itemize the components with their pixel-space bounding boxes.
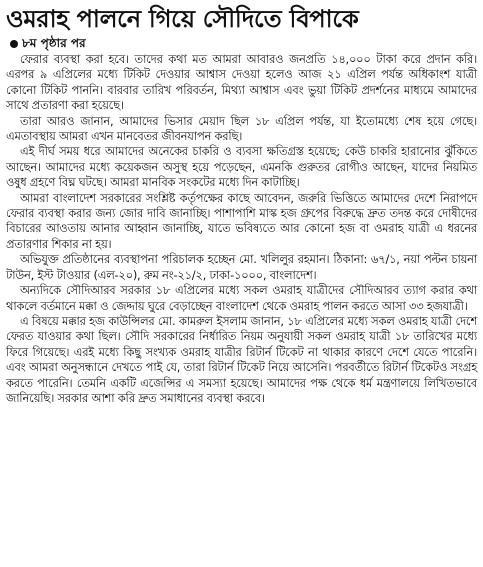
headline: ওমরাহ পালনে গিয়ে সৌদিতে বিপাকে — [6, 5, 359, 33]
paragraph-6: অন্যদিকে সৌদিআরব সরকার ১৮ এপ্রিলের মধ্যে সকল ওমরাহ যাত্রীদের সৌদিআরব ত্যাগ করার কথা থাকলে বর্তমানে মক্কা ও জেদ্দায় ঘুরে বেড়াচ্ছেন বাংলাদেশ থেকে ওমরাহ পালন করতে আসা ৩৩ হজযাত্রী। — [6, 283, 477, 313]
paragraph-5: অভিযুক্ত প্রতিষ্ঠানের ব্যবস্থাপনা পরিচালক হচ্ছেন মো. খলিলুর রহমান। ঠিকানা: ৬৭/১, নয়া পল্টন চায়না টাউন, ইস্ট টাওয়ার (এল-২০), রুম নং-২১/২, ঢাকা-১০০০, বাংলাদেশ। — [6, 252, 477, 282]
continuation-note — [10, 36, 477, 51]
paragraph-1: ফেরার ব্যবস্থা করা হবে। তাদের কথা মত আমরা আবারও জনপ্রতি ১৪,০০০ টাকা করে প্রদান করি। এরপর ৯ এপ্রিলের মধ্যে টিকিট দেওয়ার আশ্বাস দেওয়া হলেও আজ ২১ এপ্রিল পর্যন্ত অধিকাংশ যাত্রী কোনো টিকিট পাননি। বারবার তারিখ পরিবর্তন, মিথ্যা আশ্বাস এবং ভুয়া টিকিট প্রদর্শনের মাধ্যমে আমাদের সাথে প্রতারণা করা হয়েছে। — [6, 52, 477, 113]
article-body — [6, 52, 477, 406]
continuation-text: ৮ম পৃষ্ঠার পর — [22, 36, 86, 50]
paragraph-2: তারা আরও জানান, আমাদের ভিসার মেয়াদ ছিল ১৮ এপ্রিল পর্যন্ত, যা ইতোমধ্যে শেষ হয়ে গেছে। এমতাবস্থায় আমরা এখন মানবেতর জীবনযাপন করছি। — [6, 113, 477, 144]
paragraph-7: এ বিষয়ে মক্কার হজ কাউন্সিলর মো. কামরুল ইসলাম জানান, ১৮ এপ্রিলের মধ্যে সকল ওমরাহ যাত্রী দেশে ফেরত যাওয়ার কথা ছিল। সৌদি সরকারের নির্ধারিত নিয়ম অনুযায়ী সকল ওমরাহ যাত্রী ১৮ তারিখের মধ্যে ফিরে গিয়েছে। এরই মধ্যে কিছু সংখ্যক ওমরাহ যাত্রীর রিটার্ন টিকেট না থাকার কারণে দেশে যেতে পারেনি। এবং আমরা অনুসন্ধানে দেখতে পাই যে, তারা রিটার্ন টিকেট নিয়ে আসেনি। পরবর্তীতে রিটার্ন টিকেটও সংগ্রহ করতে পারেনি। তেমনি একটি এজেন্সির এ সমস্যা হয়েছে। আমাদের পক্ষ থেকে ধর্ম মন্ত্রণালয়ে লিখিতভাবে জানিয়েছি। সরকার আশা করি দ্রুত সমাধানের ব্যবস্থা করবে। — [6, 313, 477, 405]
paragraph-4: আমরা বাংলাদেশ সরকারের সংশ্লিষ্ট কর্তৃপক্ষের কাছে আবেদন, জরুরি ভিত্তিতে আমাদের দেশে নিরাপদে ফেরার ব্যবস্থা করার জন্য জোর দাবি জানাচ্ছি। পাশাপাশি মাস্ক হজ গ্রুপের বিরুদ্ধে দ্রুত তদন্ত করে দোষীদের বিচারের আওতায় আনার আহ্বান জানাচ্ছি, যাতে ভবিষ্যতে আর কোনো হজ বা ওমরাহ যাত্রী এ ধরনের প্রতারণার শিকার না হয়। — [6, 190, 477, 251]
paragraph-3: এই দীর্ঘ সময় ধরে আমাদের অনেকের চাকরি ও ব্যবসা ক্ষতিগ্রস্ত হয়েছে; কেউ চাকরি হারানোর ঝুঁকিতে আছেন। আমাদের মধ্যে কয়েকজন অসুস্থ হয়ে পড়েছেন, এমনকি গুরুতর রোগীও আছেন, যাদের নিয়মিত ওষুধ গ্রহণে বিঘ্ন ঘটছে। আমরা মানবিক সংকটের মধ্যে দিন কাটাচ্ছি। — [6, 144, 477, 190]
bullet-icon — [10, 40, 18, 48]
